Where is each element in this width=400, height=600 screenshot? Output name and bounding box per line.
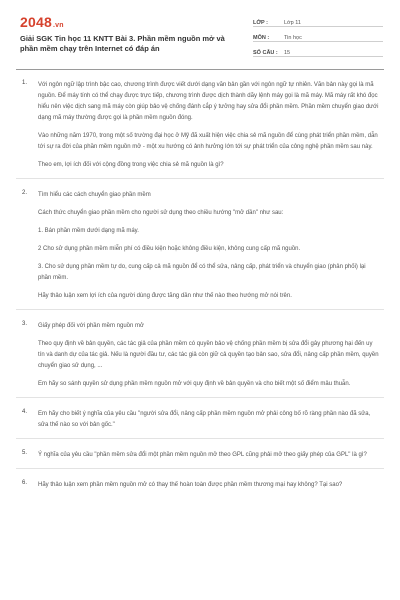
question-paragraph: 2 Cho sử dụng phần mềm miễn phí có điều kiện hoặc không điều kiện, không cung cấp mã nguồn. (38, 246, 301, 252)
question-paragraph: Theo quy định về bản quyền, các tác giả của phần mềm có quyền bảo vệ chống phần mềm bị sửa đổi gây phương hại đến uy tín và danh dự của tác giả. Nếu là người đầu tư, các tác giả còn giữ cả quyền tạo bản sao, sửa đổi, nâng cấp phần mềm, quyền chuyển giao sử dụng, ... (38, 341, 379, 369)
question-paragraph: Ý nghĩa của yêu cầu "phần mềm sửa đổi một phần mềm nguồn mở theo GPL cũng phải mở theo giấy phép của GPL" là gì? (38, 452, 367, 458)
meta-value: Tin học (284, 35, 302, 41)
question-paragraph: Giấy phép đối với phần mềm nguồn mở (38, 323, 144, 329)
question-item (0, 409, 400, 431)
question-paragraph: 1. Bán phần mềm dưới dạng mã máy. (38, 228, 139, 234)
question-number: 6. (22, 480, 28, 486)
question-paragraph: Em hãy cho biết ý nghĩa của yêu cầu "người sửa đổi, nâng cấp phần mềm nguồn mở phải công bố rõ ràng phần nào đã sửa, sửa thế nào so với bản gốc." (38, 411, 371, 428)
meta-value: Lớp 11 (284, 20, 301, 26)
document-header (0, 0, 400, 66)
question-divider (16, 397, 384, 398)
question-divider (16, 178, 384, 179)
document-meta (253, 14, 383, 59)
document-title: Giải SGK Tin học 11 KNTT Bài 3. Phần mềm nguồn mở và phần mềm chạy trên Internet có đáp án (20, 34, 225, 53)
question-body (38, 450, 380, 461)
question-paragraph: Tìm hiểu các cách chuyển giao phần mềm (38, 192, 151, 198)
question-number: 1. (22, 80, 28, 86)
header-divider (16, 69, 384, 70)
question-paragraph: Em hãy so sánh quyền sử dụng phần mềm nguồn mở với quy định về bản quyền và cho biết một số điểm mâu thuẫn. (38, 381, 351, 387)
question-paragraph: Vào những năm 1970, trong một số trường đại học ở Mỹ đã xuất hiện việc chia sẻ mã nguồn để cùng phát triển phần mềm, dẫn tới sự ra đời của phần mềm nguồn mở - một xu hướng có ảnh hưởng lớn tới sự phát triển của công nghệ phần mềm sau này. (38, 133, 378, 150)
question-item (0, 321, 400, 390)
question-body (38, 190, 380, 302)
meta-row-class (253, 14, 383, 27)
meta-row-count (253, 44, 383, 57)
meta-key: LỚP : (253, 20, 268, 26)
question-divider (16, 438, 384, 439)
question-paragraph: Hãy thảo luận xem lợi ích của người dùng được tăng dần như thế nào theo hướng mở nói trên. (38, 293, 292, 299)
logo-main: 2048 (20, 14, 52, 30)
question-number: 4. (22, 409, 28, 415)
question-item (0, 480, 400, 491)
question-item (0, 190, 400, 302)
logo-suffix: .vn (52, 22, 64, 29)
question-divider (16, 309, 384, 310)
meta-key: MÔN : (253, 35, 270, 41)
question-list (0, 80, 400, 498)
question-item (0, 450, 400, 461)
question-item (0, 80, 400, 171)
question-body (38, 480, 380, 491)
question-divider (16, 468, 384, 469)
question-paragraph: 3. Cho sử dụng phần mềm tự do, cung cấp cả mã nguồn để có thể sửa, nâng cấp, phát triển và chuyển giao (phân phối) lại phần mềm. (38, 264, 366, 281)
meta-row-subject (253, 29, 383, 42)
question-paragraph: Hãy thảo luận xem phần mềm nguồn mở có thay thế hoàn toàn được phần mềm thương mại hay không? Tại sao? (38, 482, 343, 488)
question-paragraph: Cách thức chuyển giao phần mềm cho người sử dụng theo chiều hướng "mở dần" như sau: (38, 210, 284, 216)
question-number: 2. (22, 190, 28, 196)
meta-value: 15 (284, 50, 291, 56)
question-paragraph: Với ngôn ngữ lập trình bậc cao, chương trình được viết dưới dạng văn bản gần với ngôn ngữ tự nhiên. Văn bản này gọi là mã nguồn. Để máy tính có thể chạy được trực tiếp, chương trình được dịch thành dãy lệnh máy gọi là mã máy. Mã máy rất khó đọc hiểu nên việc dịch sang mã máy còn giúp bảo vệ chống đánh cắp ý tưởng hay sửa đổi phần mềm. Phần mềm chuyển giao dưới dạng mã máy thường được gọi là phần mềm nguồn đóng. (38, 82, 379, 121)
meta-key: SỐ CÂU : (253, 50, 278, 56)
question-body (38, 321, 380, 390)
site-logo[interactable] (20, 14, 64, 30)
question-body (38, 409, 380, 431)
question-body (38, 80, 380, 171)
question-number: 5. (22, 450, 28, 456)
question-paragraph: Theo em, lợi ích đối với cộng đồng trong việc chia sẻ mã nguồn là gì? (38, 162, 224, 168)
question-number: 3. (22, 321, 28, 327)
